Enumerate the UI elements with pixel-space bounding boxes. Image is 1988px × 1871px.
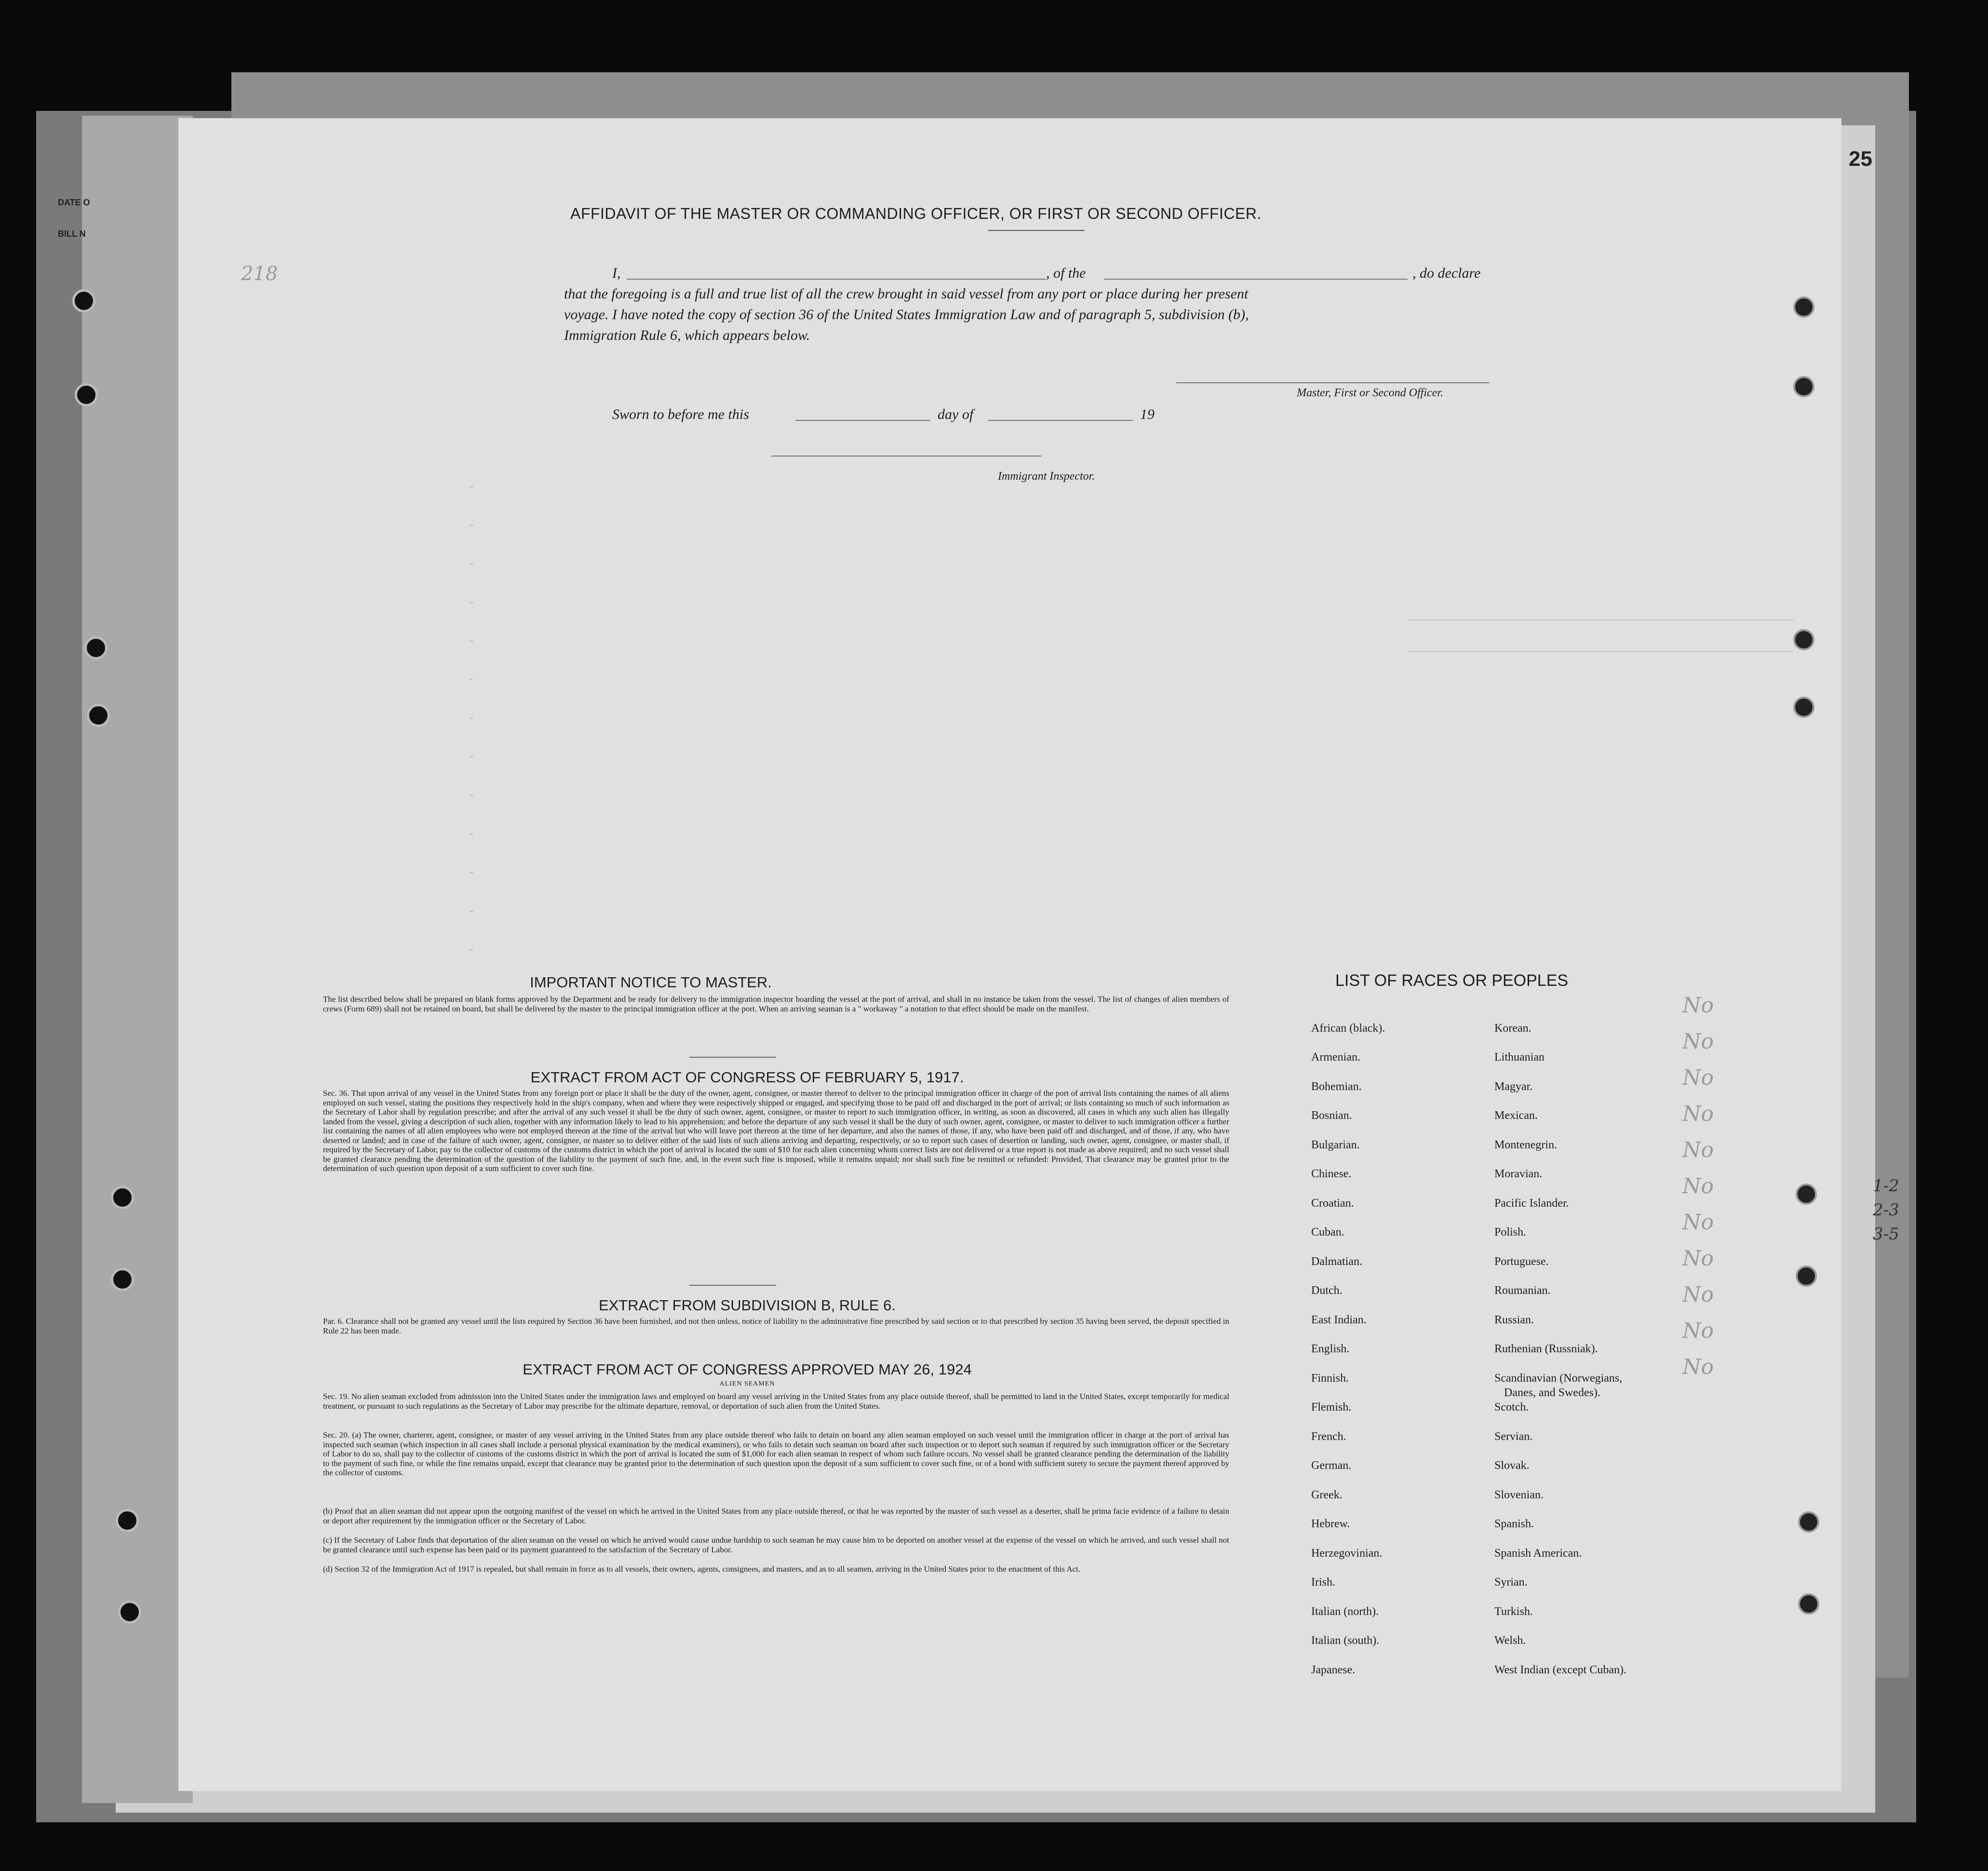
extract-rule6-text: Par. 6. Clearance shall not be granted any vessel until the lists required by Section 36 have been furnished, and not then unless, notice of liability to the administrative fine prescribed by said section or to that prescribed by section 35 having been served, the deposit specified in Rule 22 has been made. — [323, 1317, 1229, 1335]
margin-number: 1-2 — [1873, 1176, 1899, 1196]
race-item: Korean. — [1494, 1022, 1531, 1035]
master-signature-line[interactable] — [1176, 382, 1490, 383]
binding-hole — [1793, 697, 1814, 718]
affidavit-title: AFFIDAVIT OF THE MASTER OR COMMANDING OFFICER, OR FIRST OR SECOND OFFICER. — [570, 205, 1262, 222]
race-item: French. — [1311, 1430, 1346, 1443]
affidavit-declare: , do declare — [1412, 265, 1481, 281]
races-title: LIST OF RACES OR PEOPLES — [1335, 971, 1569, 990]
race-item: Portuguese. — [1494, 1255, 1549, 1268]
race-item: Scotch. — [1494, 1401, 1529, 1413]
race-item: Scandinavian (Norwegians, — [1494, 1372, 1623, 1385]
sworn-month-blank[interactable] — [988, 420, 1133, 421]
handwritten-no: No — [1682, 1174, 1714, 1198]
extract-1924-sec20b: (b) Proof that an alien seaman did not appear upon the outgoing manifest of the vessel on which he arrived in the United States from any place outside thereof, or that he was reported by the master of such vessel as a deserter, shall be prima facie evidence of a failure to detain or deport after requirement by the immigration officer or the Secretary of Labor. — [323, 1507, 1229, 1525]
race-item: Spanish. — [1494, 1518, 1534, 1530]
extract-1924-sec20c: (c) If the Secretary of Labor finds that deportation of the alien seaman on the vessel on which he arrived would cause undue hardship to such seaman he may cause him to be deported on another vessel at the expense of the vessel on which he arrived, and such vessel shall not be granted clearance until such expense has been paid or its payment guaranteed to the satisfaction of the Secretary of Labor. — [323, 1535, 1229, 1554]
race-item: Bohemian. — [1311, 1080, 1362, 1093]
race-item: Japanese. — [1311, 1664, 1356, 1676]
divider — [689, 1057, 776, 1058]
race-item: Spanish American. — [1494, 1547, 1582, 1560]
race-item: Chinese. — [1311, 1168, 1352, 1180]
binding-hole — [111, 1186, 134, 1209]
extract-1924-subtitle: ALIEN SEAMEN — [719, 1380, 775, 1387]
title-underline — [988, 230, 1085, 231]
extract-1924-sec20a: Sec. 20. (a) The owner, charterer, agent, consignee, or master of any vessel arriving in the United States from any place outside thereof who fails to detain on board any alien seaman employed on such vessel until the immigration officer in charge at the port of arrival has inspected such seaman (which inspection in all cases shall include a personal physical examination by the medical examiners), or who fails to detain such seaman on board after such inspection or to deport such seaman if required by such immigration officer or the Secretary of Labor to do so, shall pay to the collector of customs of the customs district in which the port of arrival is located the sum of $1,000 for each alien seaman in respect of whom such failure occurs. No vessel shall be granted clearance pending the determination of the liability to the payment of such fine, or while the fine remains unpaid, except that clearance may be granted prior to the determination of such question upon the deposit of a sum sufficient to cover such fine, or of a bond with sufficient surety to secure the payment thereof approved by the collector of customs. — [323, 1430, 1229, 1477]
binding-hole — [72, 289, 95, 312]
race-item: Polish. — [1494, 1226, 1527, 1238]
strip-label-date: DATE O — [58, 198, 90, 207]
extract-1924-sec19: Sec. 19. No alien seaman excluded from admission into the United States under the immigration laws and employed on board any vessel arriving in the United States from any place outside thereof, shall be permitted to land in the United States, except temporarily for medical treatment, or pursuant to such regulations as the Secretary of Labor may prescribe for the ultimate departure, removal, or deportation of such alien from the United States. — [323, 1392, 1229, 1411]
binding-hole — [1793, 376, 1814, 397]
race-item: Armenian. — [1311, 1051, 1360, 1063]
race-item: Mexican. — [1494, 1109, 1538, 1122]
binding-hole — [1796, 1184, 1817, 1205]
race-item: Slovenian. — [1494, 1489, 1544, 1501]
affidavit-line-3: voyage. I have noted the copy of section 36 of the United States Immigration Law and of paragraph 5, subdivision (b), — [564, 307, 1249, 323]
handwritten-no: No — [1682, 1210, 1714, 1235]
margin-number: 3-5 — [1873, 1225, 1899, 1244]
race-item: Cuban. — [1311, 1226, 1344, 1238]
race-item: Welsh. — [1494, 1634, 1526, 1647]
race-item: English. — [1311, 1343, 1350, 1355]
binding-hole — [1793, 296, 1814, 318]
binding-hole — [87, 704, 110, 727]
race-item: Lithuanian — [1494, 1051, 1545, 1063]
extract-1917-text: Sec. 36. That upon arrival of any vessel in the United States from any foreign port or place it shall be the duty of the owner, agent, consignee, or master thereof to deliver to the principal immigration officer in charge of the port of arrival lists containing the names of all aliens employed on such vessel, stating the positions they respectively hold in the ship's company, when and where they were respectively shipped or engaged, and specifying those to be paid off and discharged in the port of arrival; or lists containing so much of such information as the Secretary of Labor shall by regulation prescribe; and after the arrival of any such vessel it shall be the duty of such owner, agent, consignee, or master to report to such immigration officer, in writing, as soon as discovered, all cases in which any such alien has illegally landed from the vessel, giving a description of such alien, together with any information likely to lead to his apprehension; and before the departure of any such vessel it shall be the duty of such owner, agent, consignee, or master to deliver to such immigration officer a further list containing the names of all alien employees who were not employed thereon at the time of the arrival but who will leave port thereon at the time of her departure, and also the names of those, if any, who have been paid off and discharged, and of those, if any, who have deserted or landed; and in case of the failure of such owner, agent, consignee, or master so to deliver either of the said lists of such aliens arriving and departing, respectively, or so to report such cases of desertion or landing, such owner, agent, consignee, or master shall, if required by the Secretary of Labor, pay to the collector of customs of the customs district in which the port of arrival is located the sum of $10 for each alien concerning whom correct lists are not delivered or a true report is not made as above required; and no such vessel shall be granted clearance pending the determination of the question of the liability to the payment of such fine, and, in the event such fine is imposed, while it remains unpaid; nor shall such fine be remitted or refunded: Provided, That clearance may be granted prior to the determination of such question upon deposit of a sum sufficient to cover such fine. — [323, 1089, 1229, 1173]
binding-hole — [75, 383, 98, 406]
affidavit-line-2: that the foregoing is a full and true list of all the crew brought in said vessel from any port or place during her present — [564, 286, 1249, 302]
sworn-day-of: day of — [938, 406, 974, 422]
race-item: Danes, and Swedes). — [1504, 1386, 1600, 1399]
binding-hole — [116, 1509, 139, 1532]
race-item: Slovak. — [1494, 1459, 1530, 1472]
handwritten-no: No — [1682, 1319, 1714, 1343]
race-item: West Indian (except Cuban). — [1494, 1664, 1626, 1676]
binding-hole — [1796, 1265, 1817, 1287]
faint-bleed-through: - - - - - - - - - - - - - — [468, 480, 1793, 1073]
race-item: Syrian. — [1494, 1576, 1528, 1588]
handwritten-no: No — [1682, 1246, 1714, 1271]
affidavit-page — [178, 118, 1841, 1791]
notice-title: IMPORTANT NOTICE TO MASTER. — [530, 974, 772, 991]
handwritten-no: No — [1682, 1102, 1714, 1126]
race-item: Moravian. — [1494, 1168, 1543, 1180]
binding-hole — [118, 1601, 141, 1624]
binding-hole — [1798, 1593, 1819, 1615]
race-item: Finnish. — [1311, 1372, 1349, 1385]
handwritten-no: No — [1682, 1355, 1714, 1379]
race-item: Montenegrin. — [1494, 1139, 1557, 1151]
race-item: East Indian. — [1311, 1314, 1367, 1326]
race-item: Turkish. — [1494, 1605, 1533, 1618]
race-item: German. — [1311, 1459, 1352, 1472]
extract-1924-sec20d: (d) Section 32 of the Immigration Act of 1917 is repealed, but shall remain in force as to all vessels, their owners, agents, consignees, and masters, and as to all seamen, arriving in the United States prior to the enactment of this Act. — [323, 1564, 1081, 1574]
handwritten-number: 218 — [241, 263, 278, 285]
race-item: Magyar. — [1494, 1080, 1533, 1093]
race-item: African (black). — [1311, 1022, 1385, 1035]
race-item: Herzegovinian. — [1311, 1547, 1383, 1560]
sworn-year: 19 — [1140, 406, 1155, 422]
affidavit-line-4: Immigration Rule 6, which appears below. — [564, 327, 810, 343]
notice-text: The list described below shall be prepared on blank forms approved by the Department and be ready for delivery to the immigration inspector boarding the vessel at the port of arrival, and shall in no instance be taken from the vessel. The list of changes of alien members of crews (Form 689) shall not be retained on board, but shall be delivered by the master to the principal immigration officer at the port. When an arriving seaman is a " workaway " a notation to that effect should be made on the manifest. — [323, 995, 1229, 1013]
handwritten-no: No — [1682, 1138, 1714, 1162]
binding-hole — [111, 1268, 134, 1291]
race-item: Flemish. — [1311, 1401, 1352, 1413]
race-item: Ruthenian (Russniak). — [1494, 1343, 1598, 1355]
binding-hole — [1793, 629, 1814, 650]
race-item: Hebrew. — [1311, 1518, 1350, 1530]
race-item: Dalmatian. — [1311, 1255, 1362, 1268]
race-item: Russian. — [1494, 1314, 1534, 1326]
handwritten-no: No — [1682, 993, 1714, 1018]
master-signature-caption: Master, First or Second Officer. — [1297, 387, 1443, 399]
sworn-day-blank[interactable] — [795, 420, 930, 421]
left-binding-strip — [58, 116, 193, 1803]
margin-number: 2-3 — [1873, 1200, 1899, 1220]
affidavit-i: I, — [612, 265, 621, 281]
handwritten-no: No — [1682, 1282, 1714, 1307]
race-item: Bosnian. — [1311, 1109, 1352, 1122]
race-item: Italian (north). — [1311, 1605, 1379, 1618]
sworn-text: Sworn to before me this — [612, 406, 749, 422]
handwritten-no: No — [1682, 1029, 1714, 1054]
extract-1917-title: EXTRACT FROM ACT OF CONGRESS OF FEBRUARY 5, 1917. — [530, 1069, 964, 1086]
inspector-signature-line[interactable] — [771, 456, 1041, 457]
race-item: Croatian. — [1311, 1197, 1354, 1210]
inspector-caption: Immigrant Inspector. — [998, 470, 1095, 483]
race-item: Servian. — [1494, 1430, 1533, 1443]
affidavit-of-the: , of the — [1046, 265, 1086, 281]
name-blank[interactable] — [627, 279, 1046, 280]
page-number: 25 — [1849, 147, 1872, 171]
extract-rule6-title: EXTRACT FROM SUBDIVISION B, RULE 6. — [598, 1297, 896, 1314]
strip-label-bill: BILL N — [58, 229, 86, 239]
race-item: Bulgarian. — [1311, 1139, 1360, 1151]
handwritten-no: No — [1682, 1065, 1714, 1090]
extract-1924-title: EXTRACT FROM ACT OF CONGRESS APPROVED MAY 26, 1924 — [523, 1361, 972, 1378]
race-item: Irish. — [1311, 1576, 1335, 1588]
race-item: Pacific Islander. — [1494, 1197, 1569, 1210]
race-item: Greek. — [1311, 1489, 1343, 1501]
race-item: Italian (south). — [1311, 1634, 1380, 1647]
race-item: Roumanian. — [1494, 1284, 1551, 1297]
divider — [689, 1285, 776, 1286]
binding-hole — [1798, 1511, 1819, 1533]
binding-hole — [84, 636, 107, 660]
race-item: Dutch. — [1311, 1284, 1343, 1297]
vessel-blank[interactable] — [1104, 279, 1408, 280]
